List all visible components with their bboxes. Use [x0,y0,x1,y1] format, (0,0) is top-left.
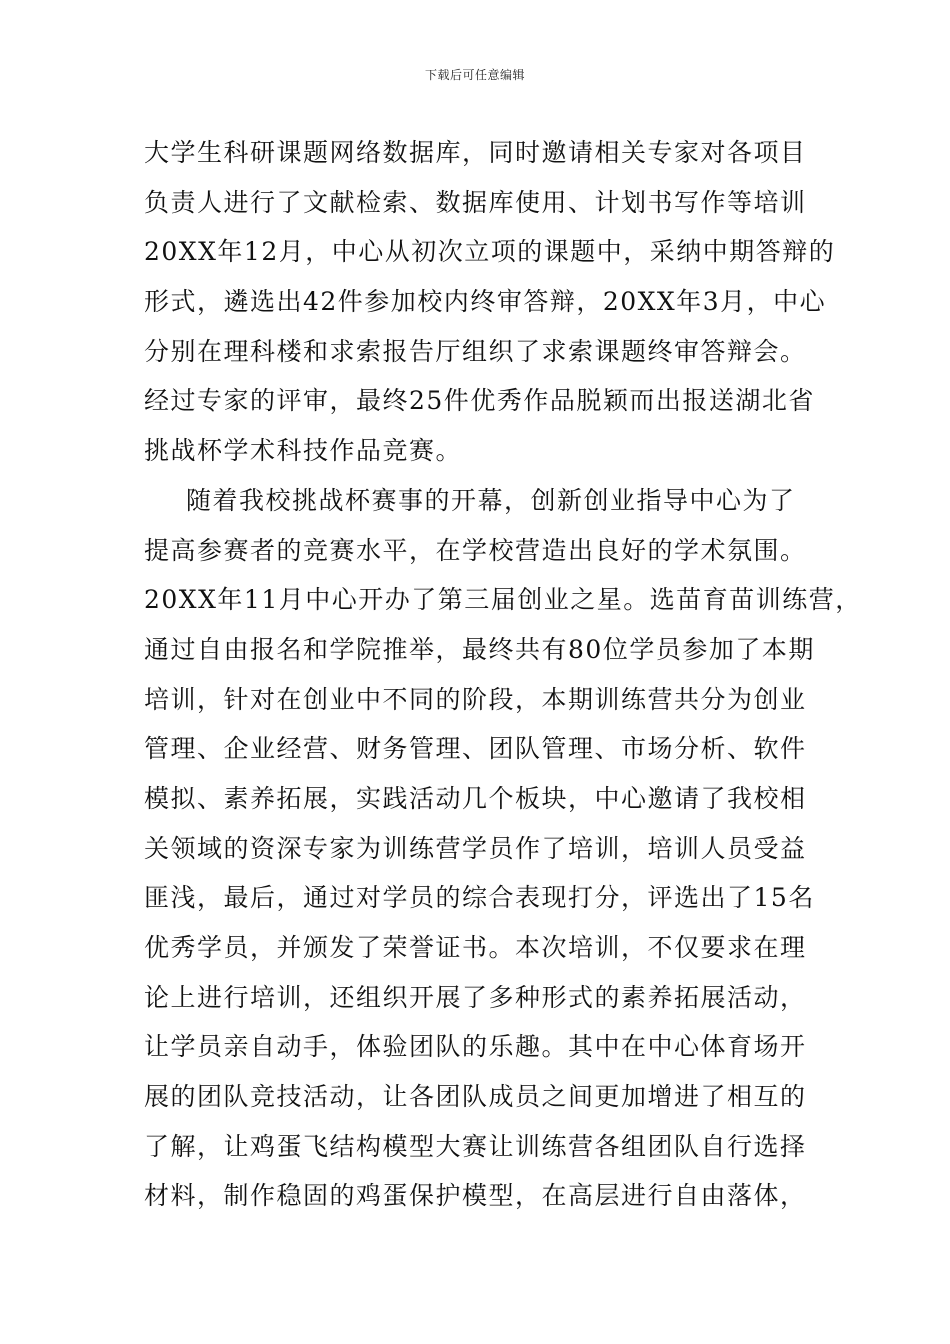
text-line: 模拟、素养拓展，实践活动几个板块，中心邀请了我校相 [144,783,807,813]
text-line: 挑战杯学术科技作品竞赛。 [144,436,463,466]
text-line: 培训，针对在创业中不同的阶段，本期训练营共分为创业 [144,684,807,714]
text-line: 经过专家的评审，最终25件优秀作品脱颖而出报送湖北省 [144,386,815,416]
text-line: 展的团队竞技活动，让各团队成员之间更加增进了相互的 [144,1082,807,1112]
text-line: 通过自由报名和学院推举，最终共有80位学员参加了本期 [144,634,815,664]
text-line: 匪浅，最后，通过对学员的综合表现打分，评选出了15名 [144,883,815,913]
text-line: 管理、企业经营、财务管理、团队管理、市场分析、软件 [144,734,807,764]
text-line: 论上进行培训，还组织开展了多种形式的素养拓展活动， [144,982,807,1012]
text-line: 大学生科研课题网络数据库，同时邀请相关专家对各项目 [144,138,807,167]
text-line: 20XX年12月，中心从初次立项的课题中，采纳中期答辩的 [144,237,836,267]
text-line: 提高参赛者的竞赛水平，在学校营造出良好的学术氛围。 [144,535,807,565]
text-line: 优秀学员，并颁发了荣誉证书。本次培训，不仅要求在理 [144,933,807,962]
text-line: 材料，制作稳固的鸡蛋保护模型，在高层进行自由落体， [144,1181,807,1211]
text-line: 让学员亲自动手，体验团队的乐趣。其中在中心体育场开 [144,1032,807,1062]
text-line: 分别在理科楼和求索报告厅组织了求索课题终审答辩会。 [144,336,807,366]
text-line: 20XX年11月中心开办了第三届创业之星。选苗育苗训练营， [144,585,862,615]
text-line: 了解，让鸡蛋飞结构模型大赛让训练营各组团队自行选择 [144,1131,807,1161]
paragraph [144,476,862,1221]
text-line: 形式，遴选出42件参加校内终审答辩，20XX年3月，中心 [144,287,827,317]
paragraph [144,128,836,476]
document-body [144,128,862,1221]
page-header: 下载后可任意编辑 [424,68,525,82]
text-line: 随着我校挑战杯赛事的开幕，创新创业指导中心为了 [186,485,796,515]
text-line: 关领域的资深专家为训练营学员作了培训，培训人员受益 [144,833,807,863]
text-line: 负责人进行了文献检索、数据库使用、计划书写作等培训 [144,187,807,217]
